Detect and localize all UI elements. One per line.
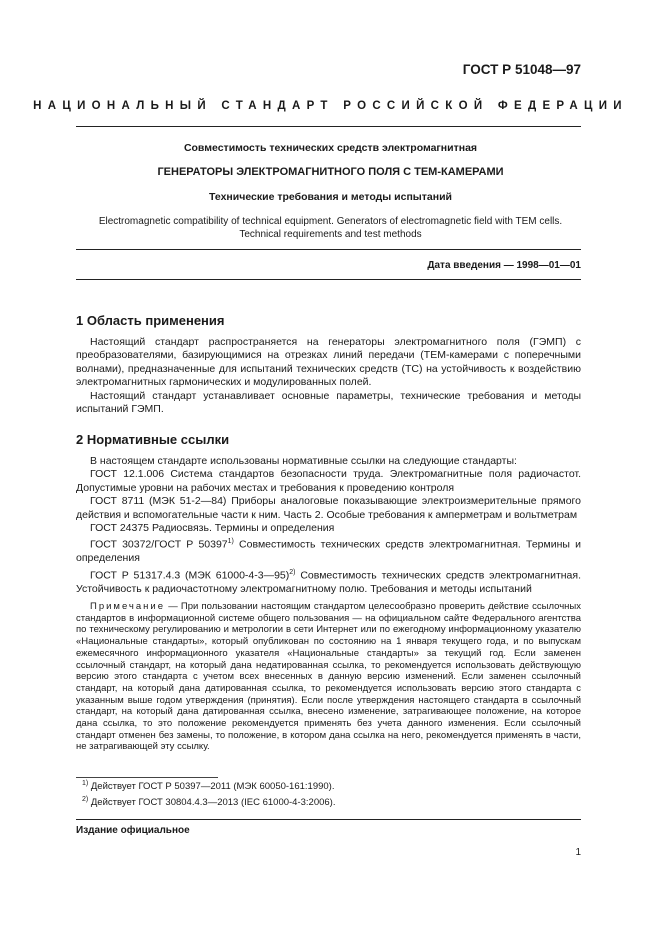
official-edition-label: Издание официальное	[76, 825, 190, 836]
reference-1: ГОСТ 12.1.006 Система стандартов безопасности труда. Электромагнитные поля радиочастот. Допустимые уровни на рабочих местах и требования к проведению контроля	[76, 468, 581, 494]
note	[76, 601, 581, 753]
footnote-1-mark: 1)	[82, 780, 89, 787]
section-2-heading: 2 Нормативные ссылки	[76, 432, 230, 447]
reference-4-code: ГОСТ 30372/ГОСТ Р 50397	[90, 538, 228, 551]
reference-4-text: Совместимость технических средств электромагнитная. Термины и определения	[76, 538, 581, 565]
english-title	[0, 215, 661, 241]
title-line-2: ГЕНЕРАТОРЫ ЭЛЕКТРОМАГНИТНОГО ПОЛЯ С ТЕМ-КАМЕРАМИ	[157, 166, 504, 178]
page-number: 1	[575, 847, 581, 858]
footnote-mark-2: 2)	[289, 568, 296, 576]
date-rule	[76, 279, 581, 280]
footnote-2	[82, 796, 336, 808]
title-rule	[76, 249, 581, 250]
reference-4	[76, 535, 581, 565]
section-1-paragraph-2: Настоящий стандарт устанавливает основные параметры, технические требования и методы испытаний ГЭМП.	[76, 389, 581, 416]
footnote-1-text: Действует ГОСТ Р 50397—2011 (МЭК 60050-161:1990).	[88, 781, 335, 793]
footnote-2-text: Действует ГОСТ 30804.4.3—2013 (IEC 61000-4-3:2006).	[88, 797, 336, 809]
footnote-2-mark: 2)	[82, 796, 89, 803]
section-1-heading: 1 Область применения	[76, 313, 225, 328]
reference-5-text: Совместимость технических средств электромагнитная. Устойчивость к радиочастотному электромагнитному полю. Требования и методы испытаний	[76, 569, 582, 595]
intro-date: Дата введения — 1998—01—01	[427, 260, 581, 271]
english-title-line-1: Electromagnetic compatibility of technical equipment. Generators of electromagnetic field with TEM cells.	[98, 216, 563, 227]
edition-rule	[76, 819, 581, 820]
footnote-rule	[76, 777, 218, 778]
section-2-body	[76, 455, 581, 596]
reference-5-code: ГОСТ Р 51317.4.3 (МЭК 61000-4-3—95)	[90, 569, 290, 582]
footnote-1	[82, 780, 334, 792]
english-title-line-2: Technical requirements and test methods	[239, 229, 422, 240]
section-1-paragraph-1: Настоящий стандарт распространяется на генераторы электромагнитного поля (ГЭМП) с преобразователями, базирующимися на отрезках линий передачи (ТЕМ-камерами с поперечными волнами), предназначенные для испытаний технических средств (ТС) на устойчивость к воздействию электромагнитных гармонических и модулированных полей.	[76, 336, 581, 389]
section-1-body	[76, 336, 581, 416]
national-standard-banner: НАЦИОНАЛЬНЫЙ СТАНДАРТ РОССИЙСКОЙ ФЕДЕРАЦИИ	[33, 100, 628, 112]
header-rule	[76, 126, 581, 127]
title-line-3: Технические требования и методы испытаний	[209, 191, 452, 203]
section-2-intro: В настоящем стандарте использованы нормативные ссылки на следующие стандарты:	[90, 455, 517, 467]
standard-code: ГОСТ Р 51048—97	[462, 62, 581, 77]
title-line-1: Совместимость технических средств электромагнитная	[183, 142, 478, 154]
reference-2: ГОСТ 8711 (МЭК 51-2—84) Приборы аналоговые показывающие электроизмерительные прямого действия и вспомогательные части к ним. Часть 2. Особые требования к амперметрам и вольтметрам	[76, 495, 581, 521]
reference-3: ГОСТ 24375 Радиосвязь. Термины и определения	[90, 522, 335, 535]
footnote-mark-1: 1)	[227, 538, 234, 546]
note-text: — При пользовании настоящим стандартом целесообразно проверить действие ссылочных стандартов в информационной системе общего пользования — на официальном сайте Федерального агентства по техническому регулированию и метрологии в сети Интернет или по ежегодному информационному указателю «Национальные стандарты», который опубликован по состоянию на 1 января текущего года, и по выпускам ежемесячного информационного указателя «Национальные стандарты» за текущий год. Если заменен ссылочный стандарт, на который дана недатированная ссылка, то рекомендуется использовать действующую версию этого стандарта с учетом всех внесенных в данную версию изменений. Если заменен ссылочный стандарт, на который дана датированная ссылка, то рекомендуется использовать версию этого стандарта с указанным выше годом утверждения (принятия). Если после утверждения настоящего стандарта в ссылочный стандарт, на который дана датированная ссылка, внесено изменение, затрагивающее положение, на которое дана ссылка, то это положение рекомендуется применять без учета данного изменения. Если ссылочный стандарт отменен без замены, то положение, в котором дана ссылка на него, рекомендуется применять в части, не затрагивающей эту ссылку.	[76, 601, 581, 753]
note-label: Примечание	[90, 601, 165, 612]
reference-5	[76, 566, 581, 596]
